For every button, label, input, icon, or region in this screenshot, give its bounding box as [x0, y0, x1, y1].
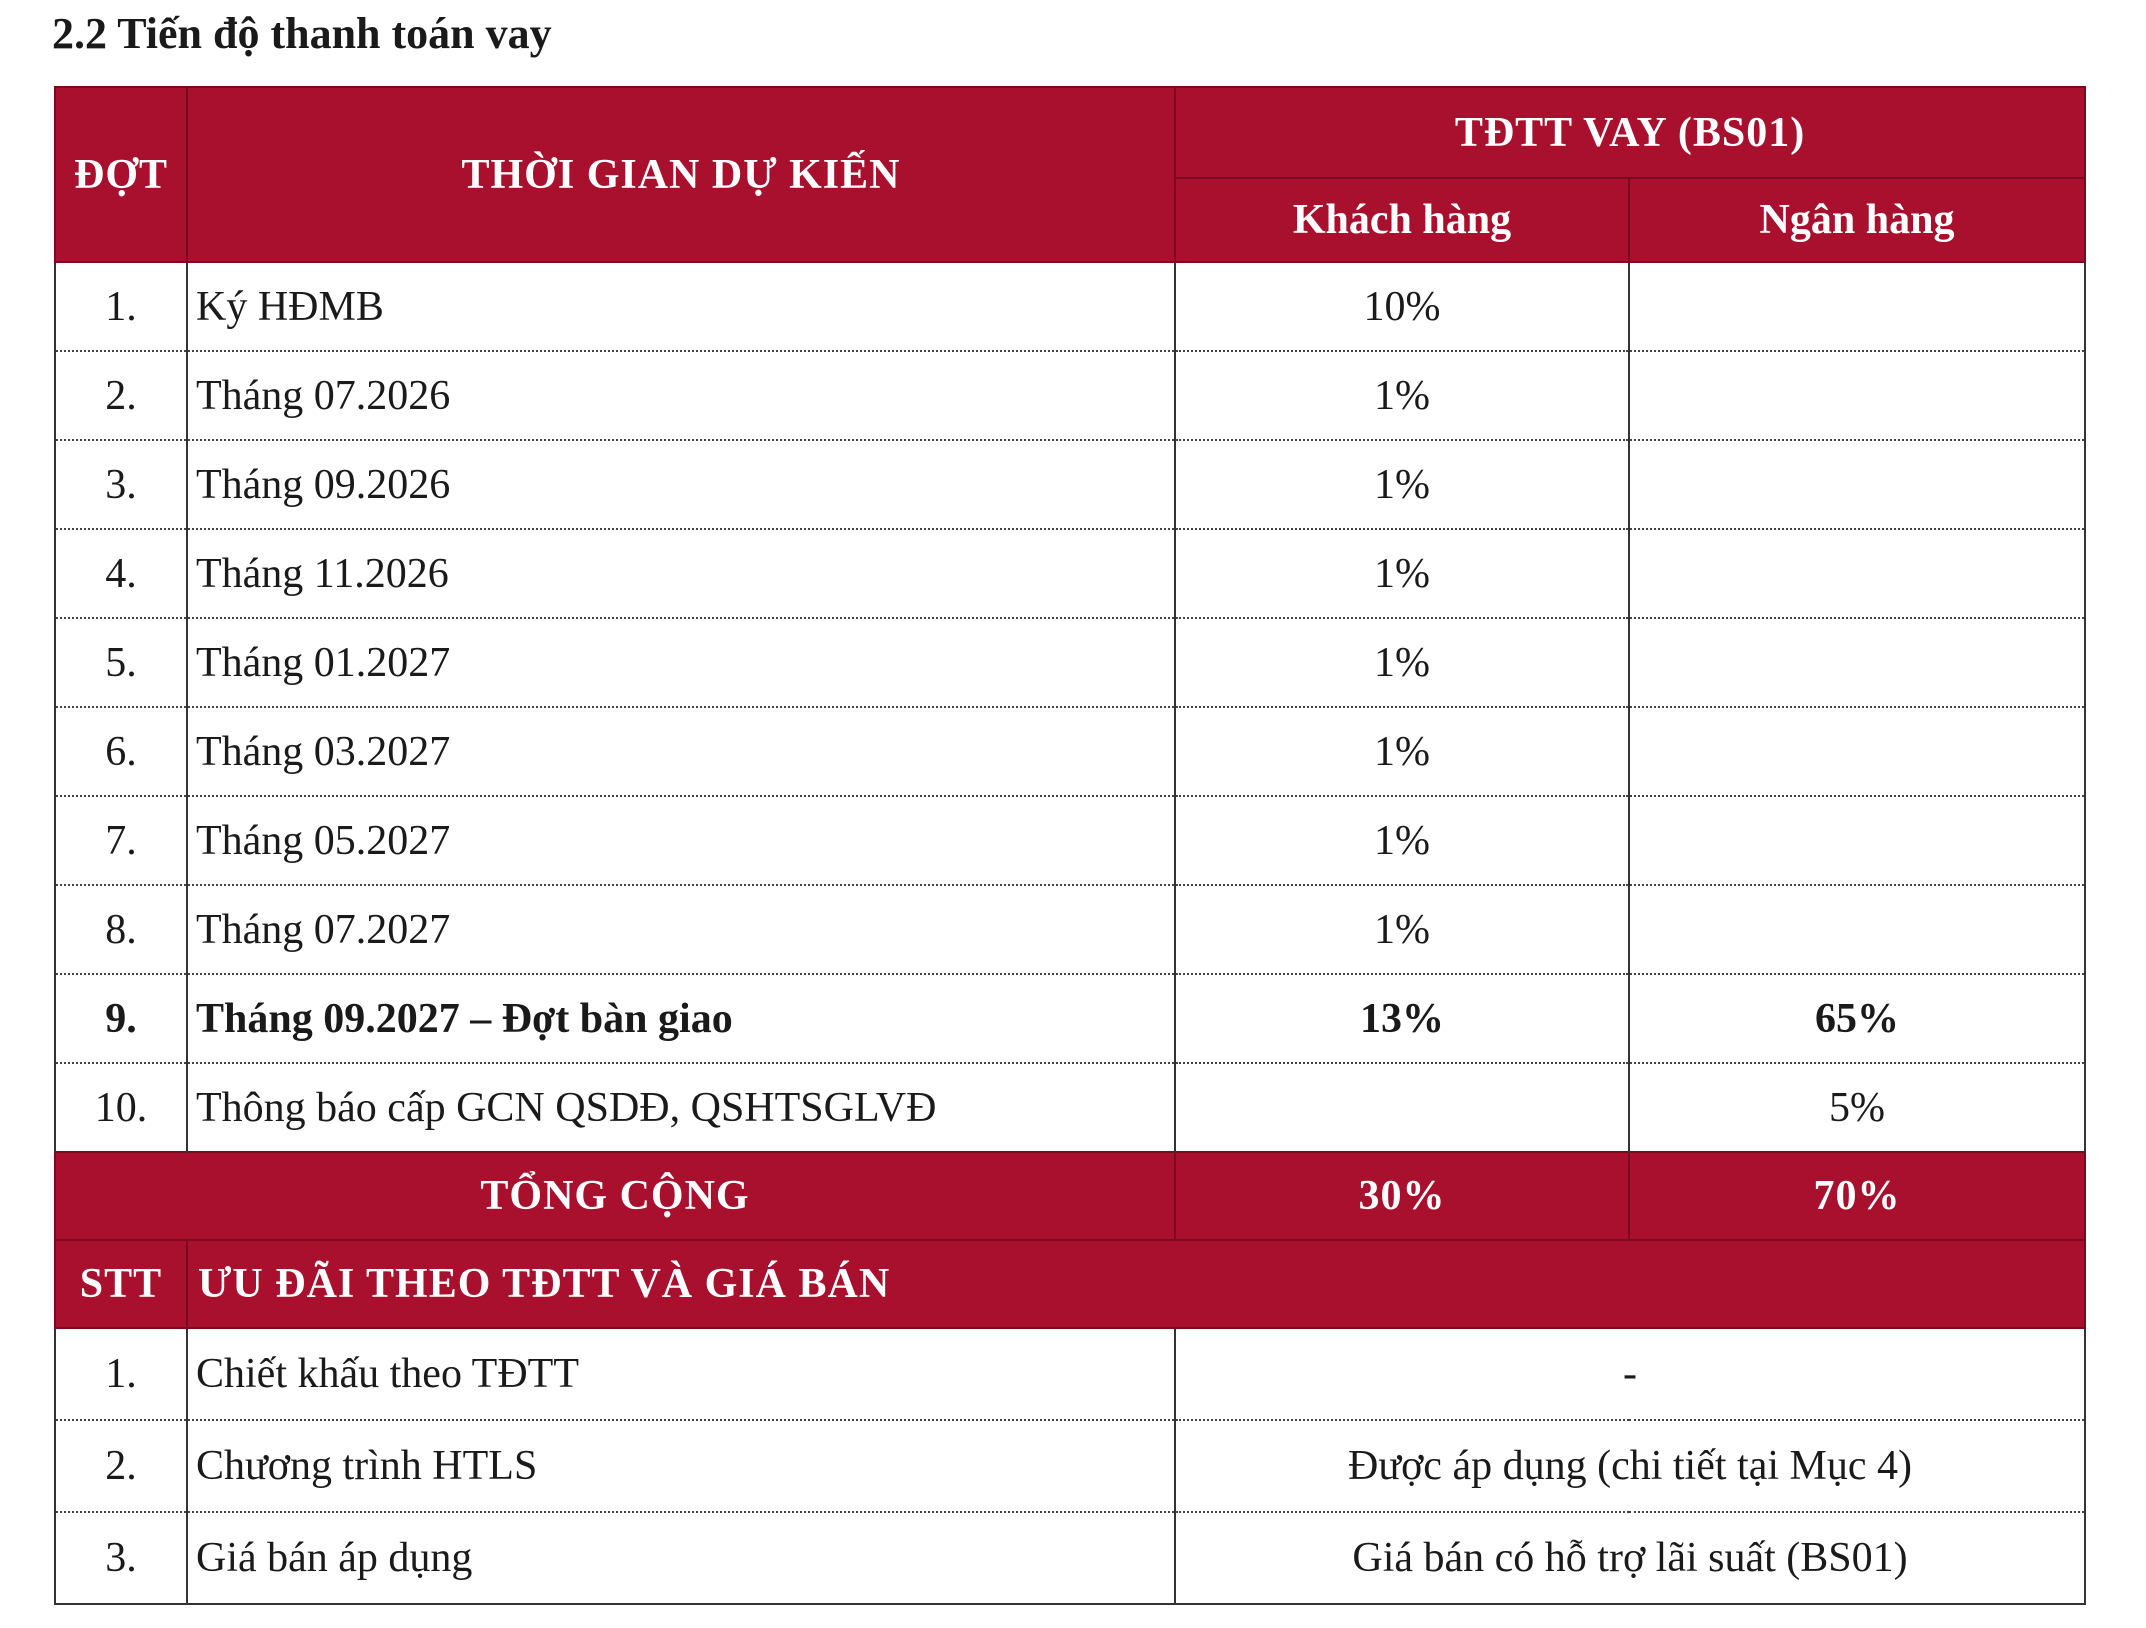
row-time: Tháng 01.2027: [187, 618, 1175, 707]
row-number: 4.: [55, 529, 187, 618]
row-bank: [1629, 529, 2085, 618]
section-title: 2.2 Tiến độ thanh toán vay: [52, 9, 552, 58]
benefit-row: [55, 1420, 2085, 1512]
benefit-row: [55, 1328, 2085, 1420]
benefits-header-title: ƯU ĐÃI THEO TĐTT VÀ GIÁ BÁN: [187, 1240, 2085, 1328]
row-customer: 13%: [1175, 974, 1629, 1063]
payment-schedule-table: [54, 86, 2086, 1605]
benefit-number: 3.: [55, 1512, 187, 1604]
benefit-number: 1.: [55, 1328, 187, 1420]
benefit-row: [55, 1512, 2085, 1604]
row-customer: 1%: [1175, 618, 1629, 707]
total-row: [55, 1152, 2085, 1240]
row-customer: 1%: [1175, 529, 1629, 618]
table-row: [55, 529, 2085, 618]
row-bank: [1629, 796, 2085, 885]
row-time: Tháng 05.2027: [187, 796, 1175, 885]
row-bank: [1629, 262, 2085, 351]
benefit-value: Giá bán có hỗ trợ lãi suất (BS01): [1175, 1512, 2085, 1604]
row-number: 10.: [55, 1063, 187, 1152]
row-number: 7.: [55, 796, 187, 885]
row-number: 3.: [55, 440, 187, 529]
total-bank: 70%: [1629, 1152, 2085, 1240]
row-bank: [1629, 351, 2085, 440]
row-bank: [1629, 707, 2085, 796]
row-time: Tháng 07.2026: [187, 351, 1175, 440]
row-number: 2.: [55, 351, 187, 440]
table-row: [55, 262, 2085, 351]
table-row: [55, 618, 2085, 707]
row-customer: 1%: [1175, 796, 1629, 885]
table-row: [55, 351, 2085, 440]
table-row: [55, 796, 2085, 885]
row-customer: 10%: [1175, 262, 1629, 351]
header-group: TĐTT VAY (BS01): [1175, 87, 2085, 178]
row-time: Tháng 09.2026: [187, 440, 1175, 529]
header-customer: Khách hàng: [1175, 178, 1629, 262]
header-dot: ĐỢT: [55, 87, 187, 262]
row-customer: 1%: [1175, 707, 1629, 796]
row-number: 9.: [55, 974, 187, 1063]
row-customer: 1%: [1175, 351, 1629, 440]
benefit-item: Chiết khấu theo TĐTT: [187, 1328, 1175, 1420]
row-bank: [1629, 885, 2085, 974]
row-bank: [1629, 618, 2085, 707]
benefit-value: Được áp dụng (chi tiết tại Mục 4): [1175, 1420, 2085, 1512]
total-customer: 30%: [1175, 1152, 1629, 1240]
row-number: 6.: [55, 707, 187, 796]
row-customer: 1%: [1175, 440, 1629, 529]
row-time: Tháng 03.2027: [187, 707, 1175, 796]
total-label: TỔNG CỘNG: [55, 1152, 1175, 1240]
table-row: [55, 440, 2085, 529]
benefit-item: Giá bán áp dụng: [187, 1512, 1175, 1604]
row-bank: 65%: [1629, 974, 2085, 1063]
header-row: [55, 87, 2085, 178]
benefit-item: Chương trình HTLS: [187, 1420, 1175, 1512]
benefit-number: 2.: [55, 1420, 187, 1512]
table-row: [55, 1063, 2085, 1152]
benefit-value: -: [1175, 1328, 2085, 1420]
header-time: THỜI GIAN DỰ KIẾN: [187, 87, 1175, 262]
row-bank: [1629, 440, 2085, 529]
benefits-header-row: [55, 1240, 2085, 1328]
row-time: Tháng 09.2027 – Đợt bàn giao: [187, 974, 1175, 1063]
row-time: Ký HĐMB: [187, 262, 1175, 351]
table-row: [55, 707, 2085, 796]
row-customer: [1175, 1063, 1629, 1152]
row-number: 1.: [55, 262, 187, 351]
row-bank: 5%: [1629, 1063, 2085, 1152]
row-time: Tháng 07.2027: [187, 885, 1175, 974]
table-row-handover: [55, 974, 2085, 1063]
row-time: Tháng 11.2026: [187, 529, 1175, 618]
header-bank: Ngân hàng: [1629, 178, 2085, 262]
table-row: [55, 885, 2085, 974]
benefits-header-stt: STT: [55, 1240, 187, 1328]
row-number: 5.: [55, 618, 187, 707]
row-customer: 1%: [1175, 885, 1629, 974]
row-number: 8.: [55, 885, 187, 974]
row-time: Thông báo cấp GCN QSDĐ, QSHTSGLVĐ: [187, 1063, 1175, 1152]
